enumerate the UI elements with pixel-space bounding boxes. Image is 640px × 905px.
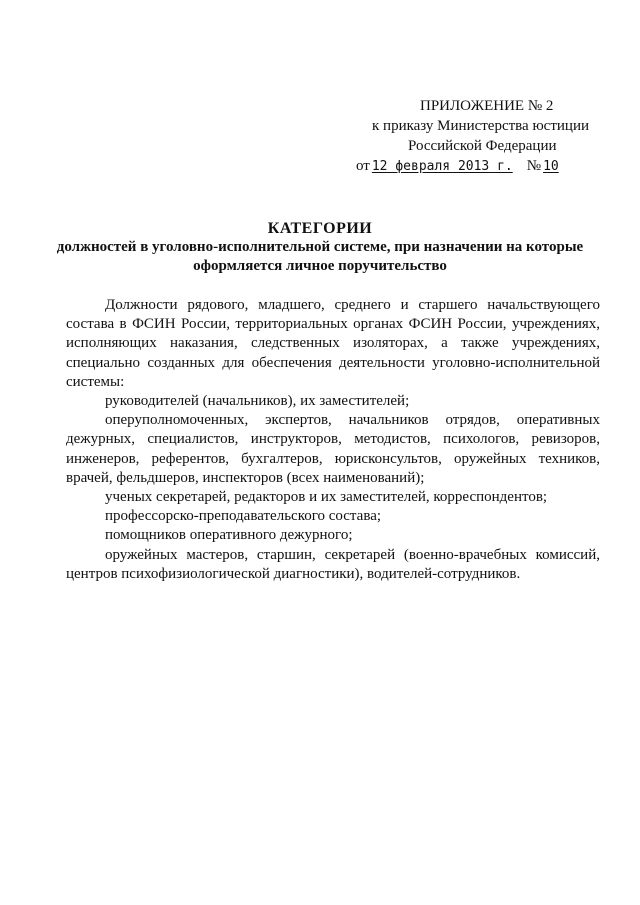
list-item-duty-assistants: помощников оперативного дежурного; <box>105 527 353 544</box>
title-subtitle-line-2: оформляется личное поручительство <box>193 258 447 274</box>
number-prefix: № <box>526 158 542 174</box>
order-date: 12 февраля 2013 г. <box>371 159 513 174</box>
title-heading: КАТЕГОРИИ <box>267 220 373 237</box>
appendix-number: ПРИЛОЖЕНИЕ № 2 <box>420 98 554 114</box>
appendix-header <box>356 96 606 177</box>
paragraph-intro: Должности рядового, младшего, среднего и старшего начальствующего состава в ФСИН России, территориальных органах ФСИН России, учреждениях, исполняющих наказания, следственных изоляторах, а также учреждениях, специально созданных для обеспечения деятельности уголовно-исполнительной системы: <box>66 297 600 390</box>
order-number: 10 <box>543 159 559 174</box>
document-title <box>40 219 600 276</box>
date-prefix: от <box>356 158 370 174</box>
appendix-date-line <box>356 156 606 177</box>
list-item-managers: руководителей (начальников), их заместителей; <box>105 393 410 410</box>
list-item-faculty: профессорско-преподавательского состава; <box>105 508 382 525</box>
title-subtitle-line-1: должностей в уголовно-исполнительной системе, при назначении на которые <box>56 239 584 255</box>
document-body <box>66 296 600 584</box>
appendix-order-ref: к приказу Министерства юстиции <box>372 118 589 134</box>
list-item-secretaries: ученых секретарей, редакторов и их заместителей, корреспондентов; <box>105 489 548 506</box>
list-item-specialists: оперуполномоченных, экспертов, начальников отрядов, оперативных дежурных, специалистов, инструкторов, методистов, психологов, ревизоров, инженеров, референтов, бухгалтеров, юрисконсультов, оружейных техников, врачей, фельдшеров, инспекторов (всех наименований); <box>66 412 600 486</box>
appendix-federation: Российской Федерации <box>408 138 557 154</box>
list-item-armorers: оружейных мастеров, старшин, секретарей (военно-врачебных комиссий, центров психофизиологической диагностики), водителей-сотрудников. <box>66 546 600 582</box>
